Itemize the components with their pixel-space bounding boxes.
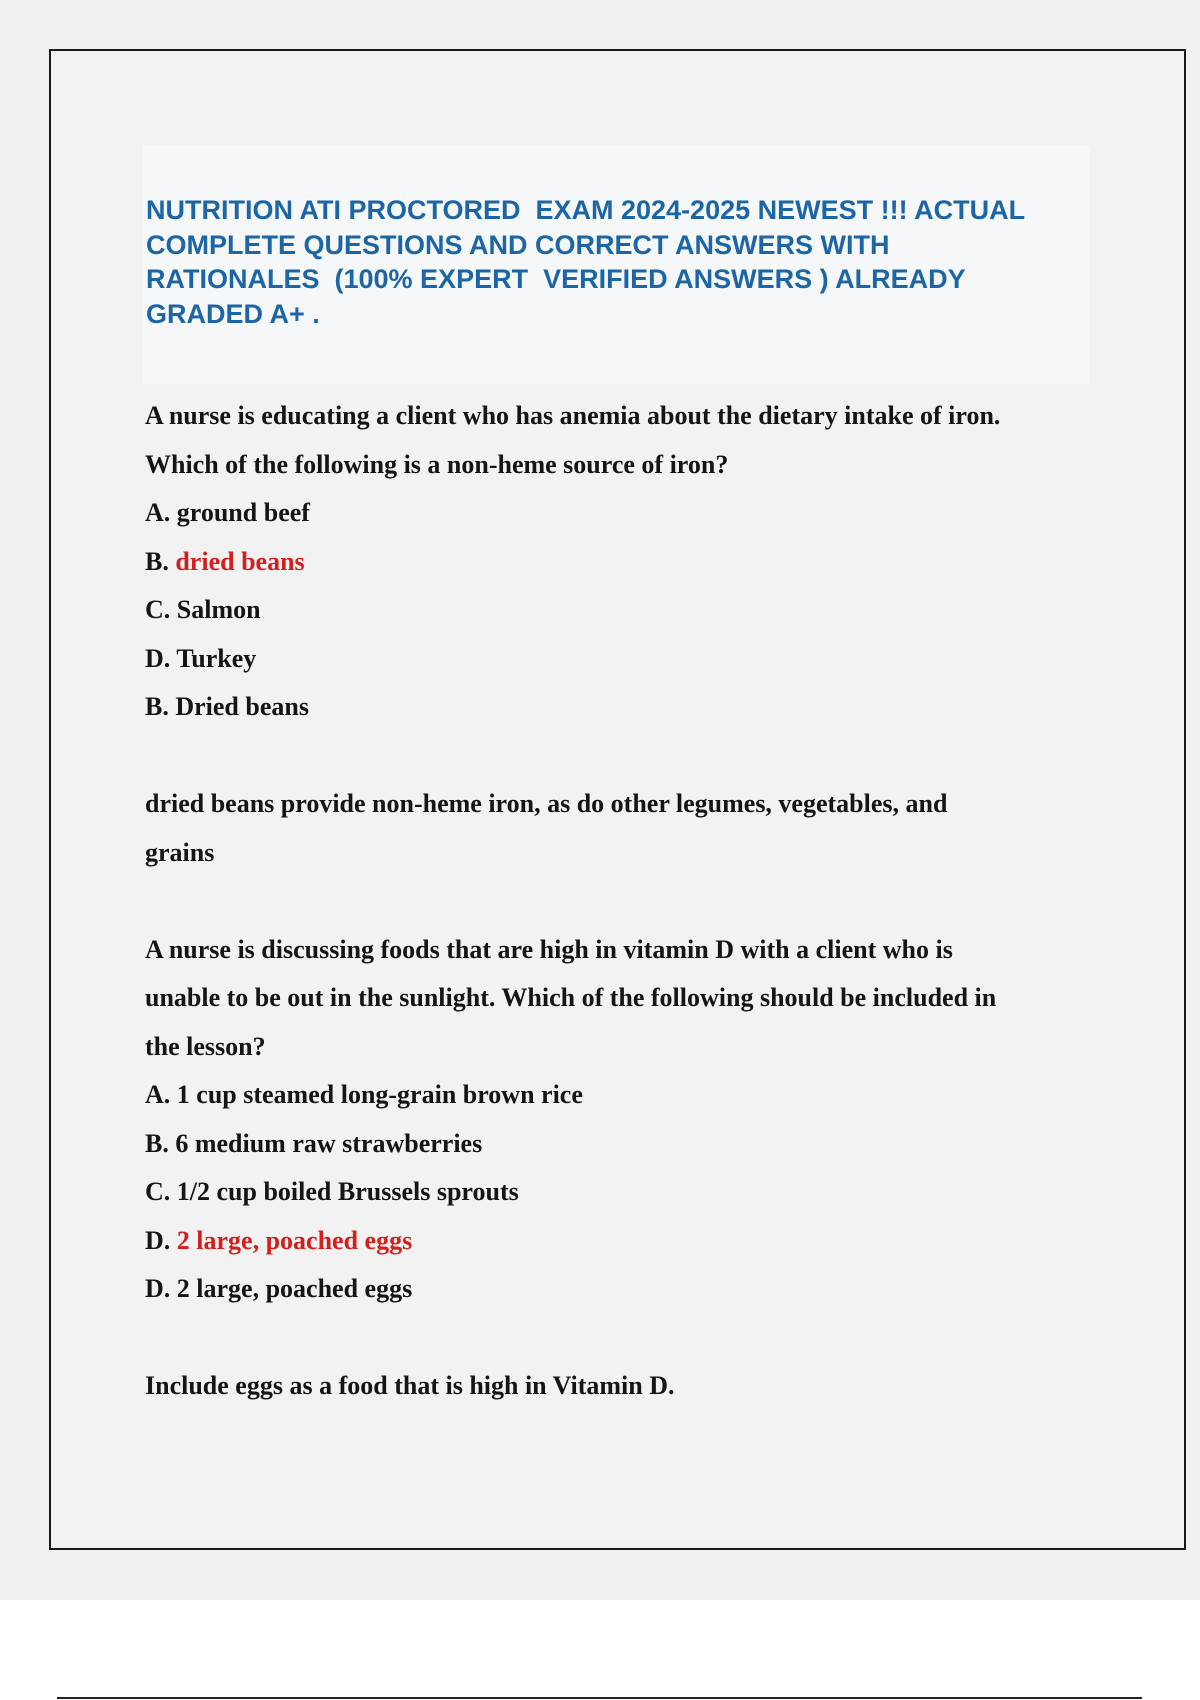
spacer	[145, 877, 1085, 926]
option-letter: B.	[145, 1128, 169, 1158]
option-letter: D.	[145, 1225, 171, 1255]
option-text: 1/2 cup boiled Brussels sprouts	[176, 1177, 519, 1206]
option-letter: A.	[145, 1080, 171, 1109]
option-letter: D.	[145, 643, 171, 673]
question-1-stem-line-1: A nurse is educating a client who has anemia about the dietary intake of iron.	[145, 401, 1001, 430]
option-text: ground beef	[176, 498, 310, 527]
question-2-stem-line-3: the lesson?	[145, 1031, 266, 1061]
question-2-option-d	[145, 1217, 1085, 1266]
question-1-option-d	[145, 635, 1085, 684]
question-2-stem-line-1: A nurse is discussing foods that are high in vitamin D with a client who is	[145, 934, 953, 964]
spacer	[145, 1314, 1085, 1363]
question-2-option-c	[145, 1168, 1085, 1217]
question-1-rationale-line-2: grains	[145, 837, 215, 867]
question-2-option-a	[145, 1071, 1085, 1120]
spacer	[145, 732, 1085, 781]
question-2-option-b	[145, 1120, 1085, 1169]
question-2-stem-line-2: unable to be out in the sunlight. Which of the following should be included in	[145, 983, 997, 1012]
option-letter: C.	[145, 595, 171, 624]
option-text: Turkey	[176, 643, 257, 673]
question-1-answer: B. Dried beans	[145, 692, 309, 721]
question-2-rationale-line-1: Include eggs as a food that is high in Vitamin D.	[145, 1371, 675, 1400]
title-banner	[143, 146, 1090, 384]
option-text: 6 medium raw strawberries	[175, 1128, 483, 1158]
option-text: Salmon	[176, 595, 261, 624]
document-body	[145, 392, 1085, 1411]
question-2	[145, 926, 1085, 1411]
question-1	[145, 392, 1085, 877]
question-1-stem-line-2: Which of the following is a non-heme source of iron?	[145, 449, 729, 479]
question-1-option-b	[145, 538, 1085, 587]
correct-option-text: 2 large, poached eggs	[176, 1225, 413, 1255]
correct-option-text: dried beans	[175, 546, 305, 576]
question-1-option-a	[145, 489, 1085, 538]
option-letter: C.	[145, 1177, 171, 1206]
document-title: NUTRITION ATI PROCTORED EXAM 2024-2025 NEWEST !!! ACTUAL COMPLETE QUESTIONS AND CORRECT ANSWERS WITH RATIONALES (100% EXPERT VERIFIED ANSWERS ) ALREADY GRADED A+ .	[146, 195, 1026, 329]
question-1-rationale-line-1: dried beans provide non-heme iron, as do other legumes, vegetables, and	[145, 789, 948, 818]
option-text: 1 cup steamed long-grain brown rice	[176, 1080, 583, 1109]
question-2-answer: D. 2 large, poached eggs	[145, 1274, 413, 1303]
option-letter: A.	[145, 498, 171, 527]
footer-divider	[57, 1697, 1142, 1699]
question-1-option-c	[145, 586, 1085, 635]
option-letter: B.	[145, 546, 169, 576]
